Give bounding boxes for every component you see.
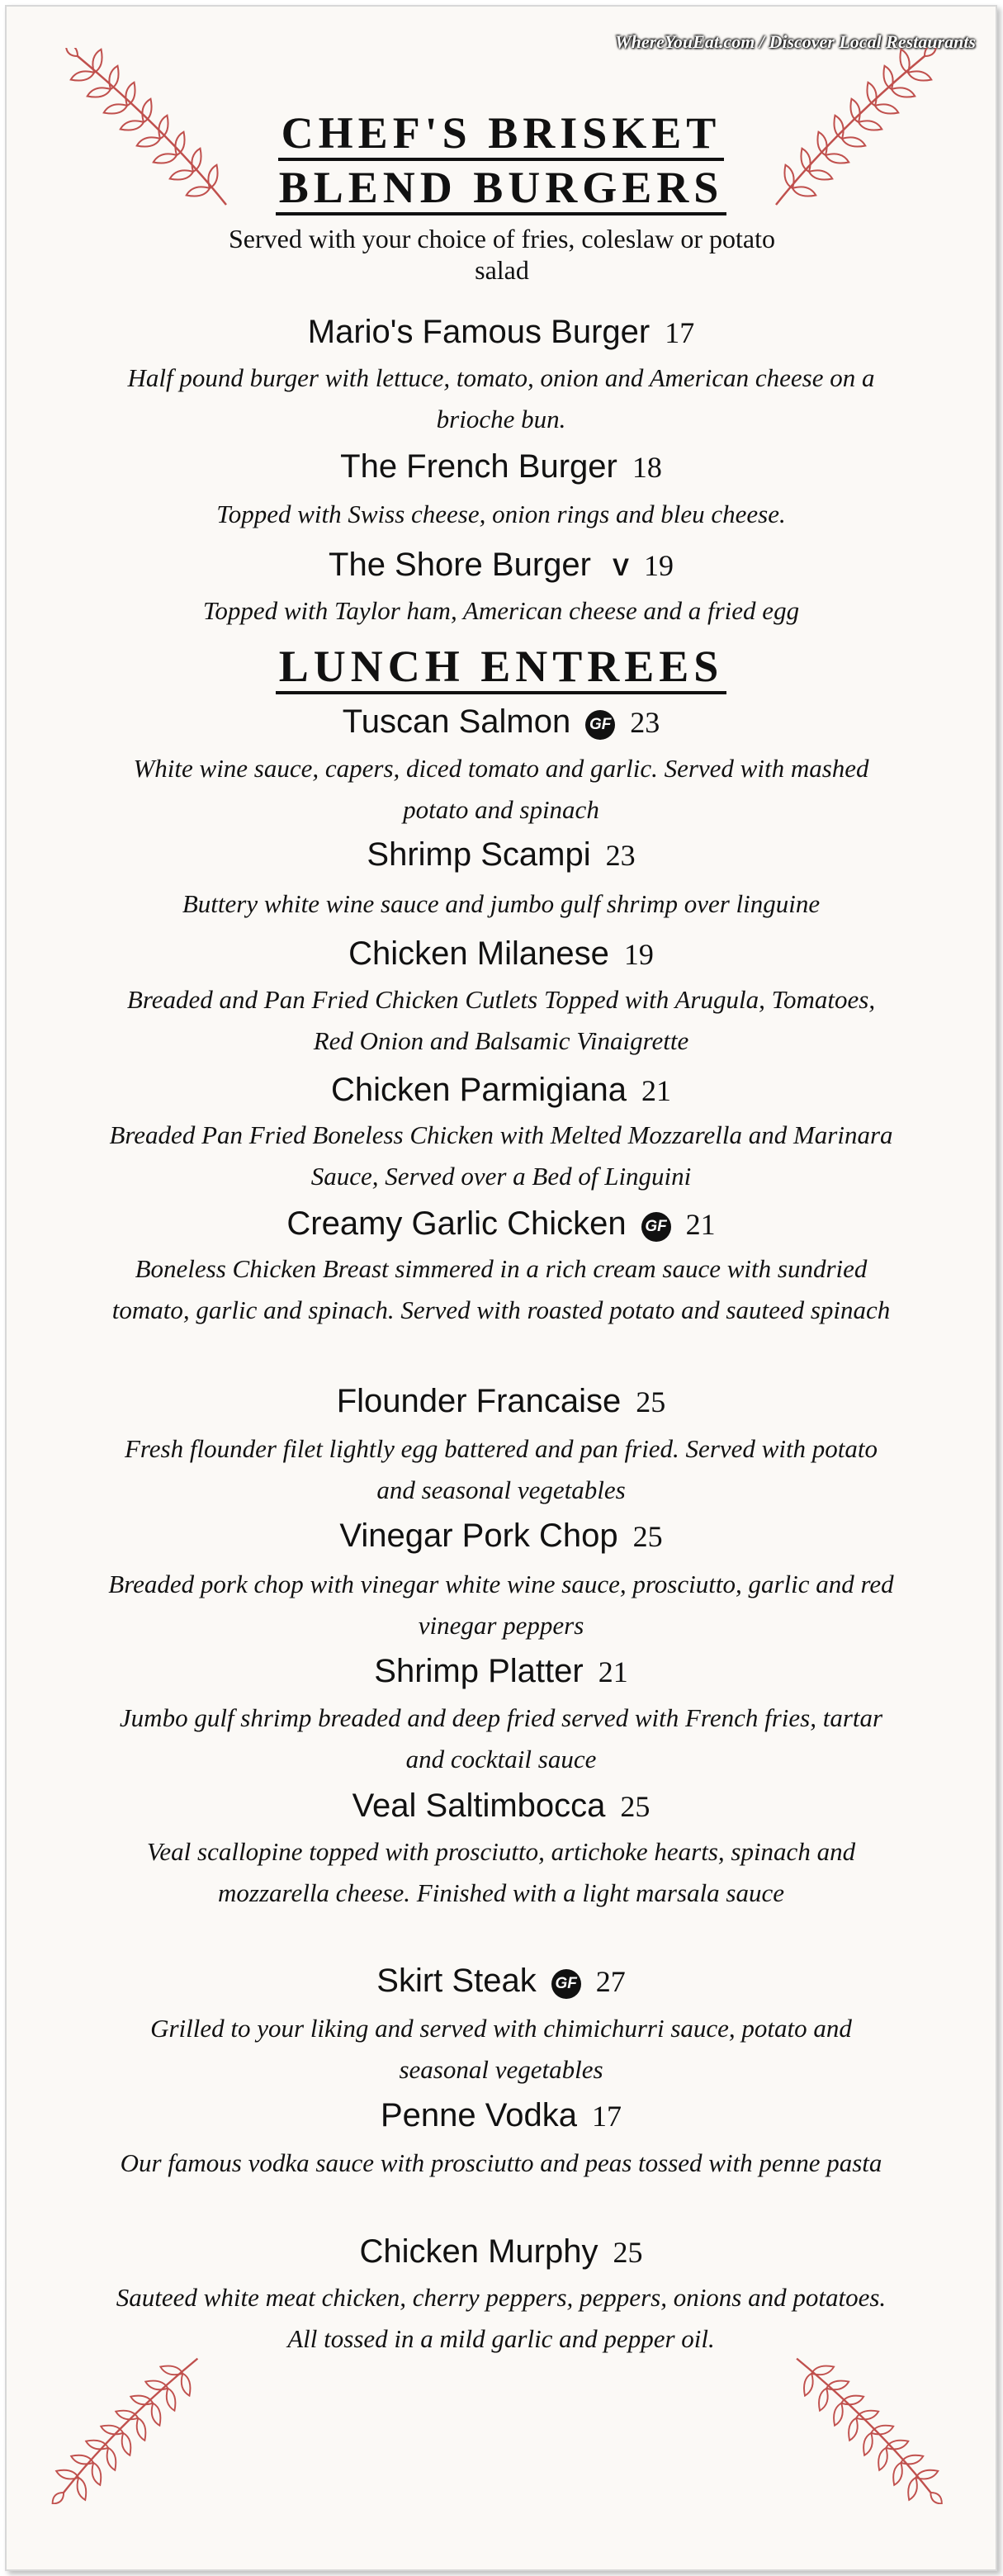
menu-item-price: 17	[665, 316, 695, 349]
menu-item-name: The French Burger 18	[340, 448, 662, 485]
menu-item-description: Breaded pork chop with vinegar white wine sauce, prosciutto, garlic and red vinegar peppers	[108, 1570, 894, 1640]
section-heading-burgers: CHEF'S BRISKET	[7, 109, 996, 157]
menu-item-name: The Shore Burger V 19	[329, 547, 674, 583]
menu-item-description: Breaded and Pan Fried Chicken Cutlets Topped with Arugula, Tomatoes, Red Onion and Balsamic Vinaigrette	[126, 985, 876, 1055]
menu-item-name: Veal Saltimbocca 25	[352, 1788, 651, 1824]
menu-item-price: 23	[605, 839, 636, 872]
menu-item-name: Vinegar Pork Chop 25	[339, 1518, 663, 1554]
watermark: WhereYouEat.com / Discover Local Restaurants	[615, 31, 976, 52]
menu-item-price: 19	[643, 549, 674, 582]
menu-item-price: 23	[630, 706, 660, 739]
laurel-branch-icon	[781, 2339, 954, 2504]
menu-item-description: Grilled to your liking and served with chimichurri sauce, potato and seasonal vegetables	[150, 2014, 852, 2084]
menu-item-price: 19	[623, 938, 654, 971]
menu-item-description: Buttery white wine sauce and jumbo gulf shrimp over linguine	[182, 889, 821, 918]
menu-item-description: Fresh flounder filet lightly egg battered and pan fried. Served with potato and seasonal vegetables	[124, 1434, 878, 1504]
menu-item-price: 25	[620, 1790, 651, 1823]
menu-item-price: 25	[613, 2236, 643, 2269]
gluten-free-badge: GF	[585, 710, 615, 740]
menu-item-description: Half pound burger with lettuce, tomato, onion and American cheese on a brioche bun.	[127, 363, 875, 433]
menu-item-price: 21	[685, 1208, 716, 1241]
menu-item-name: Creamy Garlic Chicken GF 21	[286, 1205, 716, 1242]
gluten-free-badge: GF	[551, 1969, 581, 1999]
vegetarian-marker: V	[612, 554, 629, 581]
menu-item-description: Jumbo gulf shrimp breaded and deep fried served with French fries, tartar and cocktail sauce	[119, 1703, 883, 1773]
menu-item-price: 25	[636, 1385, 666, 1418]
menu-item-name: Chicken Parmigiana 21	[331, 1072, 671, 1108]
menu-item-price: 21	[641, 1074, 671, 1107]
laurel-branch-icon	[48, 2339, 221, 2504]
gluten-free-badge: GF	[641, 1212, 671, 1242]
menu-item-description: Boneless Chicken Breast simmered in a rich cream sauce with sundried tomato, garlic and spinach. Served with roasted potato and sauteed spinach	[111, 1254, 891, 1324]
menu-item-description: Veal scallopine topped with prosciutto, artichoke hearts, spinach and mozzarella cheese. Finished with a light marsala sauce	[146, 1837, 856, 1907]
menu-item-price: 18	[632, 451, 662, 484]
menu-item-name: Shrimp Platter 21	[374, 1653, 628, 1689]
menu-item-name: Mario's Famous Burger 17	[307, 314, 695, 350]
menu-item-name: Flounder Francaise 25	[336, 1383, 666, 1419]
menu-item-price: 17	[592, 2100, 622, 2133]
menu-item-price: 21	[598, 1655, 628, 1688]
menu-item-name: Shrimp Scampi 23	[367, 836, 636, 873]
menu-item-description: Topped with Swiss cheese, onion rings and bleu cheese.	[216, 500, 786, 528]
menu-item-price: 27	[595, 1965, 626, 1998]
menu-item-name: Chicken Milanese 19	[348, 935, 654, 972]
menu-page	[5, 5, 997, 2571]
section-heading-burgers-line2: BLEND BURGERS	[7, 163, 996, 211]
menu-item-description: Sauteed white meat chicken, cherry peppers, peppers, onions and potatoes. All tossed in a mild garlic and pepper oil.	[116, 2283, 887, 2353]
burgers-subtitle: Served with your choice of fries, coleslaw or potato salad	[228, 224, 775, 285]
menu-item-name: Penne Vodka 17	[381, 2097, 622, 2133]
menu-item-description: Our famous vodka sauce with prosciutto and peas tossed with penne pasta	[120, 2148, 882, 2177]
menu-item-description: Breaded Pan Fried Boneless Chicken with Melted Mozzarella and Marinara Sauce, Served over a Bed of Linguini	[109, 1120, 893, 1191]
menu-item-name: Skirt Steak GF 27	[376, 1963, 626, 1999]
menu-item-price: 25	[632, 1520, 663, 1553]
menu-item-description: White wine sauce, capers, diced tomato and garlic. Served with mashed potato and spinach	[133, 754, 869, 824]
menu-item-description: Topped with Taylor ham, American cheese and a fried egg	[202, 596, 800, 625]
section-heading-lunch-entrees: LUNCH ENTREES	[7, 642, 996, 690]
menu-item-name: Tuscan Salmon GF 23	[342, 703, 660, 740]
menu-item-name: Chicken Murphy 25	[359, 2233, 643, 2270]
